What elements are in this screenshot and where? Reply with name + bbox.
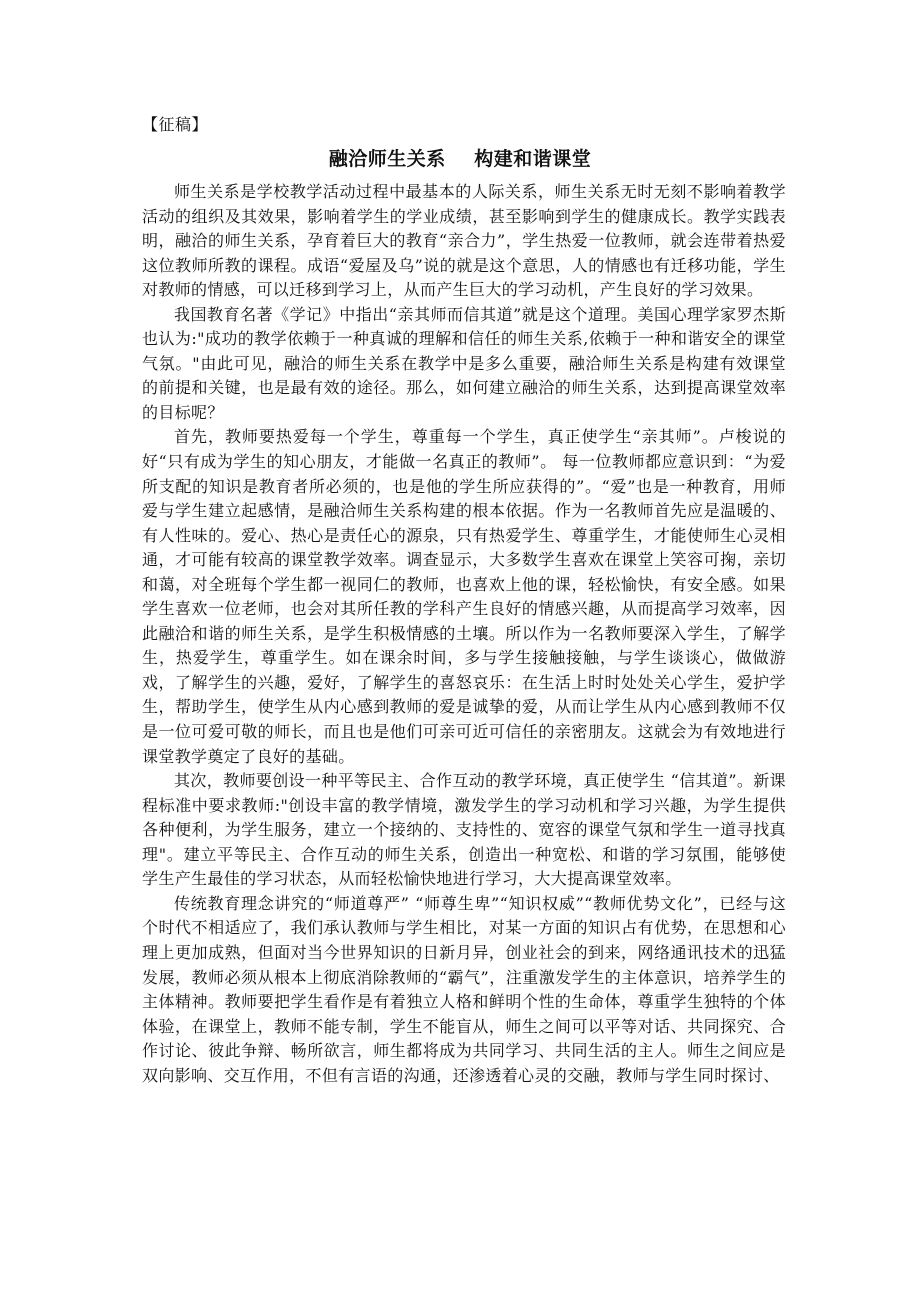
paragraph-3: 首先，教师要热爱每一个学生，尊重每一个学生，真正使学生“亲其师”。卢梭说的好“只有成为学生的知心朋友，才能做一名真正的教师”。 每一位教师都应意识到：“为爱所支配的知识是教育者所必须的，也是他的学生所应获得的”。“爱”也是一种教育，用师爱与学生建立起感情，是融洽师生关系构建的根本依据。作为一名教师首先应是温暖的、有人性味的。爱心、热心是责任心的源泉，只有热爱学生、尊重学生，才能使师生心灵相通，才可能有较高的课堂教学效率。调查显示，大多数学生喜欢在课堂上笑容可掬，亲切和蔼，对全班每个学生都一视同仁的教师，也喜欢上他的课，轻松愉快，有安全感。如果学生喜欢一位老师，也会对其所任教的学科产生良好的情感兴趣，从而提高学习效率，因此融洽和谐的师生关系，是学生积极情感的土壤。所以作为一名教师要深入学生，了解学生，热爱学生，尊重学生。如在课余时间，多与学生接触接触，与学生谈谈心，做做游戏，了解学生的兴趣，爱好，了解学生的喜怒哀乐：在生活上时时处处关心学生，爱护学生，帮助学生，使学生从内心感到教师的爱是诚挚的爱，从而让学生从内心感到教师不仅是一位可爱可敬的师长，而且也是他们可亲可近可信任的亲密朋友。这就会为有效地进行课堂教学奠定了良好的基础。: [142, 427, 786, 766]
article-body: [142, 180, 786, 1088]
paragraph-5: 传统教育理念讲究的“师道尊严” “师尊生卑”“知识权威”“教师优势文化”，已经与这个时代不相适应了，我们承认教师与学生相比，对某一方面的知识占有优势，在思想和心理上更加成熟，但面对当今世界知识的日新月异，创业社会的到来，网络通讯技术的迅猛发展，教师必须从根本上彻底消除教师的“霸气”，注重激发学生的主体意识，培养学生的主体精神。教师要把学生看作是有着独立人格和鲜明个性的生命体，尊重学生独特的个体体验，在课堂上，教师不能专制，学生不能盲从，师生之间可以平等对话、共同探究、合作讨论、彼此争辩、畅所欲言，师生都将成为共同学习、共同生活的主人。师生之间应是双向影响、交互作用，不但有言语的沟通，还渗透着心灵的交融，教师与学生同时探讨、: [142, 893, 786, 1085]
submission-tag: 【征稿】: [142, 115, 209, 134]
paragraph-4: 其次，教师要创设一种平等民主、合作互动的教学环境，真正使学生 “信其道”。新课程标准中要求教师:"创设丰富的教学情境，激发学生的学习动机和学习兴趣，为学生提供各种便利，为学生服务，建立一个接纳的、支持性的、宽容的课堂气氛和学生一道寻找真理"。建立平等民主、合作互动的师生关系，创造出一种宽松、和谐的学习氛围，能够使学生产生最佳的学习状态，从而轻松愉快地进行学习，大大提高课堂效率。: [142, 771, 786, 889]
article-title: 融洽师生关系 构建和谐课堂: [328, 148, 592, 170]
paragraph-2: 我国教育名著《学记》中指出“亲其师而信其道”就是这个道理。美国心理学家罗杰斯也认为:"成功的教学依赖于一种真诚的理解和信任的师生关系,依赖于一种和谐安全的课堂气氛。"由此可见，融洽的师生关系在教学中是多么重要，融洽师生关系是构建有效课堂的前提和关键，也是最有效的途径。那么，如何建立融洽的师生关系，达到提高课堂效率的目标呢？: [142, 304, 786, 422]
paragraph-1: 师生关系是学校教学活动过程中最基本的人际关系，师生关系无时无刻不影响着教学活动的组织及其效果，影响着学生的学业成绩，甚至影响到学生的健康成长。教学实践表明，融洽的师生关系，孕育着巨大的教育“亲合力”，学生热爱一位教师，就会连带着热爱这位教师所教的课程。成语“爱屋及乌”说的就是这个意思，人的情感也有迁移功能，学生对教师的情感，可以迁移到学习上，从而产生巨大的学习动机，产生良好的学习效果。: [142, 182, 786, 300]
